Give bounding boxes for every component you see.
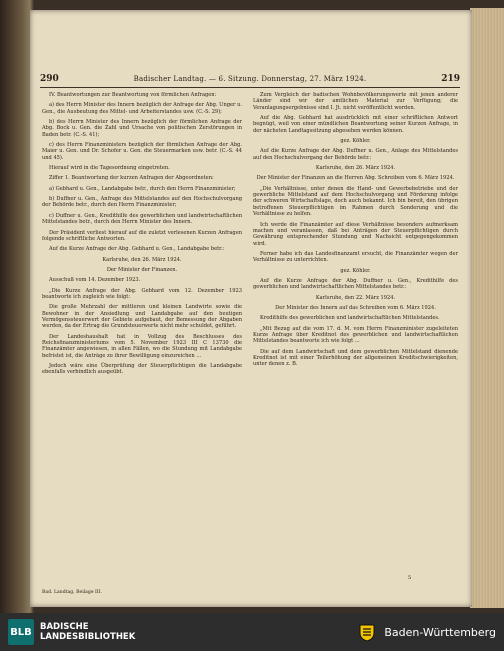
page-edges	[470, 8, 504, 608]
right-column	[253, 92, 458, 372]
paragraph: b) Duffner u. Gen., Anfrage des Mittelstandes auf den Hochschulvorgang der Behörde betr., durch den Herrn Finanzminister;	[42, 196, 242, 209]
bw-brand[interactable]	[356, 622, 496, 642]
head-rule	[40, 87, 460, 88]
org-line-1: BADISCHE	[40, 622, 89, 632]
paragraph: Auf die Kurze Anfrage der Abg. Duffner u. Gen., Kredithilfe des gewerblichen und landwirtschaftlichen Mittelstandes betr.:	[253, 277, 458, 291]
paragraph: Jedoch wäre eine Überprüfung der Steuerpflichtigen die Landabgabe ebenfalls verbindlich ausgeübt.	[42, 363, 242, 376]
org-line-2: LANDESBIBLIOTHEK	[40, 632, 136, 642]
paragraph: Auf die Kurze Anfrage der Abg. Gebhard u. Gen., Landabgabe betr.:	[49, 246, 225, 253]
paragraph: Ich werde die Finanzämter auf diese Verhältnisse besonders aufmerksam machen und veranlassen, daß bei Anträgen der Steuerpflichtigen durch Gewährung entsprechender Stundung und Nachsicht entgegengekommen wird.	[253, 221, 458, 247]
paragraph: Der Landeshaushalt hat in Vollzug des Beschlusses des Reichsfinanzministeriums vom 5. November 1923 III C 13730 die Finanzämter angewiesen, in allen Fällen, wo die Stundung mit Landabgabe befristet ist, die Anträge zu ihrer Bewilligung einzureichen ...	[42, 333, 242, 359]
paragraph: b) des Herrn Minister des Innern bezüglich der förmlichen Anfrage der Abg. Bock u. Gen. die Zahl und Ursache von politischen Zerstörungen in Baden betr. (C.-S. 41);	[42, 119, 242, 138]
paragraph-gap	[42, 376, 242, 380]
paragraph: Ferner habe ich das Landesfinanzamt ersucht, die Finanzämter wegen der Verhältnisse zu unterrichten.	[253, 250, 458, 264]
left-page-number: 290	[40, 74, 59, 84]
document-page	[30, 10, 472, 607]
library-banner	[0, 613, 504, 651]
paragraph-gap	[253, 368, 458, 372]
paragraph: Kredithilfe des gewerblichen und landwirtschaftlichen Mittelstandes.	[260, 315, 440, 322]
paragraph: Auf die Abg. Gebhard hat ausdrücklich mit einer schriftlichen Antwort begnügt, weil von einer mündlichen Beantwortung seiner Kurzen Anfrage, in der nächsten Landtagssitzung abgesehen werden können.	[253, 115, 458, 134]
paragraph: a) des Herrn Minister des Innern bezüglich der Anfrage der Abg. Unger u. Gen., die Ausbeutung des Mittel- und Arbeiterstandes usw. (C.-S. 29);	[42, 102, 242, 115]
footer-note: Bad. Landtag. Beilage III.	[42, 590, 102, 595]
paragraph: Die große Mehrzahl der mittleren und kleinen Landwirte sowie die Bewohner in der Ansiedlung und Landabgabe auf den heutigen Vermögenssteuerwert der Gebiete aufgebaut, der Bemessung der Abgaben werden, da der Ertrag die Grundsteuerwerte nicht mehr schuldet, geführt.	[42, 304, 242, 330]
paragraph: gez. Köhler.	[340, 267, 371, 274]
paragraph: Der Minister des Innern auf das Schreiben vom 6. März 1924.	[275, 304, 436, 311]
right-page-number: 219	[441, 74, 460, 84]
bw-coat-of-arms-icon	[356, 622, 378, 642]
paragraph: Karlsruhe, den 26. März 1924.	[315, 165, 396, 172]
paragraph: „Die Verhältnisse, unter denen die Hand- und Gewerbebetriebe und der gewerbliche Mittelstand auf dem Hochschulvorgang und Förderung infolge der schweren Wirtschaftslage, doch auch bekannt. Ich bin bereit, den übrigen betroffenen Steuerpflichtigen im Rahmen durch Sonderung und die Verhältnisse zu helfen.	[253, 185, 458, 218]
blb-logo-icon: BLB	[8, 619, 34, 645]
running-head-text: Badischer Landtag. — 6. Sitzung. Donnerstag, 27. März 1924.	[133, 75, 367, 83]
paragraph: Der Minister der Finanzen.	[106, 266, 178, 273]
paragraph: Der Minister der Finanzen an die Herren Abg. Schreiben vom 6. März 1924.	[256, 175, 455, 182]
bw-label: Baden-Württemberg	[384, 625, 496, 639]
paragraph: „Die Kurze Anfrage der Abg. Gebhard vom 12. Dezember 1923 beantworte ich zugleich wie folgt:	[42, 287, 242, 300]
page-mark: 5	[408, 575, 412, 581]
paragraph: gez. Köhler.	[340, 138, 371, 145]
blb-org-name	[40, 622, 135, 642]
paragraph: Hierauf wird in die Tagesordnung eingetreten.	[49, 165, 170, 172]
paragraph: c) des Herrn Finanzministers bezüglich der förmlichen Anfrage der Abg. Maier u. Gen. und Dr. Schofer u. Gen. die Steuermarken usw. betr. (C.-S. 44 und 45).	[42, 142, 242, 161]
paragraph: Die auf dem Landwirtschaft und dem gewerblichen Mittelstand dienende Kreditnot ist mit einer Teilerhöhung der allgemeinen Kreditschwierigkeiten, unter denen z. B.	[253, 348, 458, 368]
blb-brand[interactable]	[8, 619, 135, 645]
left-column	[42, 92, 242, 380]
paragraph: Karlsruhe, den 22. März 1924.	[315, 294, 396, 301]
paragraph: Der Präsident verliest hierauf auf die zuletzt verlesenen Kurzen Anfragen folgende schriftliche Antworten.	[42, 229, 242, 242]
paragraph: „Mit Bezug auf die vom 17. d. M. vom Herrn Finanzminister zugeleiteten Kurze Anfrage über Kreditnot des gewerblichen und landwirtschaftlichen Mittelstandes beantworte ich wie folgt ...	[253, 325, 458, 345]
paragraph: Karlsruhe, den 26. März 1924.	[102, 256, 182, 263]
paragraph: c) Duffner u. Gen., Kredithilfe des gewerblichen und landwirtschaftlichen Mittelstandes betr., durch den Herrn Minister des Innern.	[42, 212, 242, 226]
paragraph: Zum Vergleich der badischen Wohnbevölkerungswerte mit jenen anderer Länder sind wir der amtlichen Material zur Verfügung; die Veranlagungsergebnisse sind I. Jt. nicht veröffentlicht worden.	[253, 92, 458, 111]
paragraph: Auf die Kurze Anfrage der Abg. Duffner u. Gen., Anlage des Mittelstandes auf den Hochschulvorgang der Behörde betr.:	[253, 148, 458, 161]
paragraph: a) Gebhard u. Gen., Landabgabe betr., durch den Herrn Finanzminister;	[49, 185, 236, 192]
running-head	[40, 72, 460, 86]
paragraph: IV. Beantwortungen zur Beantwortung von förmlichen Anfragen:	[49, 92, 217, 98]
paragraph: Ausschuß vom 14. Dezember 1923.	[49, 277, 141, 284]
paragraph: Ziffer 1. Beantwortung der kurzen Anfragen der Abgeordneten:	[49, 175, 214, 182]
